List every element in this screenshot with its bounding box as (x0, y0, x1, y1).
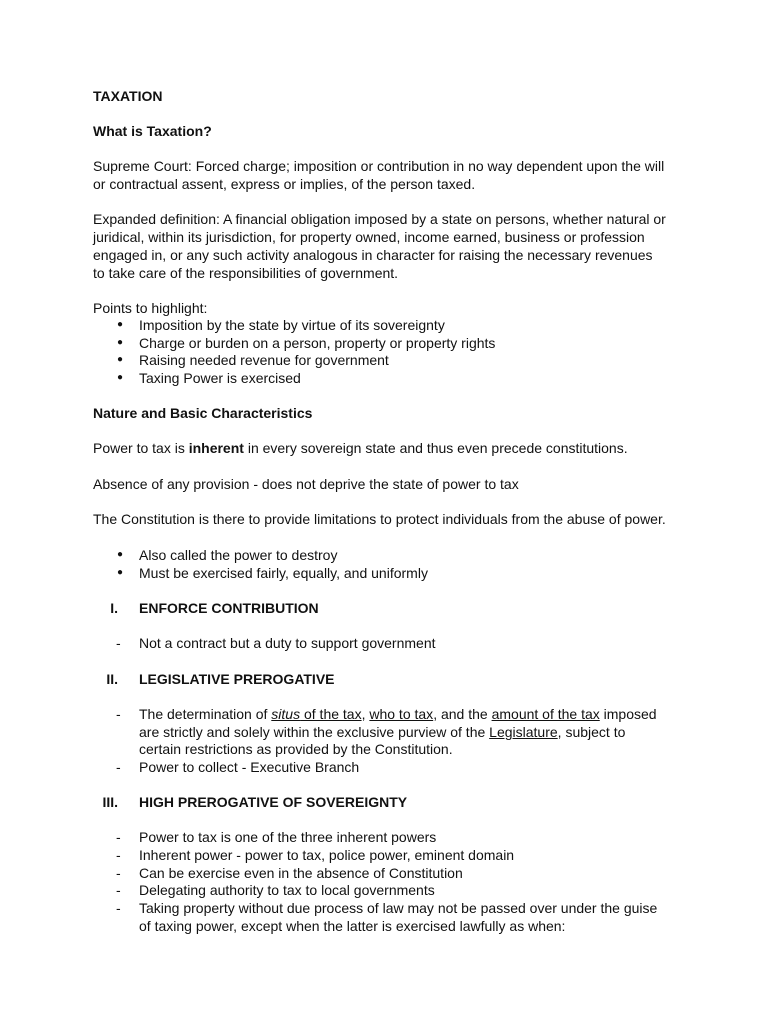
inherent-paragraph (93, 439, 628, 457)
inherent-post: in every sovereign state and thus even precede constitutions. (243, 440, 628, 456)
point-item: Raising needed revenue for government (139, 352, 389, 368)
dash-icon: - (116, 847, 121, 863)
text-run: , subject to (557, 724, 626, 740)
section-heading: LEGISLATIVE PREROGATIVE (139, 671, 335, 687)
expanded-definition-line-3: engaged in, or any such activity analogous in character for raising the necessary revenues (93, 247, 653, 263)
dash-icon: - (116, 900, 121, 916)
point-item: Charge or burden on a person, property or property rights (139, 335, 496, 351)
bullet-icon: ● (116, 567, 124, 578)
section-number: I. (110, 600, 118, 616)
section-heading: ENFORCE CONTRIBUTION (139, 600, 319, 616)
point-item: Imposition by the state by virtue of its sovereignty (139, 317, 445, 333)
text-run: are strictly and solely within the exclusive purview of the (139, 724, 490, 740)
section-item-continuation: of taxing power, except when the latter is exercised lawfully as when: (139, 918, 566, 934)
text-run: , and the (433, 706, 492, 722)
inherent-bold: inherent (188, 440, 244, 456)
bullet-icon: ● (116, 337, 124, 348)
section-item-line-3: certain restrictions as provided by the Constitution. (139, 741, 453, 757)
legislature-underline: Legislature (489, 724, 558, 740)
text-run: imposed (599, 706, 657, 722)
text-run: The determination of (139, 706, 272, 722)
nature-bullet-item: Also called the power to destroy (139, 547, 338, 563)
situs-italic: situs (271, 706, 301, 722)
supreme-court-line-2: or contractual assent, express or implies, of the person taxed. (93, 176, 476, 192)
dash-icon: - (116, 635, 121, 651)
section-item-line-1 (139, 705, 657, 723)
nature-bullet-item: Must be exercised fairly, equally, and uniformly (139, 565, 428, 581)
section-item: Not a contract but a duty to support government (139, 635, 436, 651)
dash-icon: - (116, 706, 121, 722)
text-run: , (361, 706, 370, 722)
section-item: Power to tax is one of the three inherent powers (139, 829, 437, 845)
amount-of-tax-underline: amount of the tax (491, 706, 600, 722)
who-to-tax-underline: who to tax (369, 706, 434, 722)
points-label: Points to highlight: (93, 300, 208, 316)
dash-icon: - (116, 865, 121, 881)
section-item: Taking property without due process of law may not be passed over under the guise (139, 900, 658, 916)
document-title: TAXATION (93, 88, 163, 104)
dash-icon: - (116, 882, 121, 898)
what-is-taxation-heading: What is Taxation? (93, 123, 212, 139)
bullet-icon: ● (116, 319, 124, 330)
nature-heading: Nature and Basic Characteristics (93, 405, 313, 421)
section-item-line-2 (139, 723, 625, 741)
constitution-paragraph: The Constitution is there to provide limitations to protect individuals from the abuse of power. (93, 511, 666, 527)
situs-underline (271, 706, 361, 722)
inherent-pre: Power to tax is (93, 440, 189, 456)
section-item: Delegating authority to tax to local governments (139, 882, 435, 898)
bullet-icon: ● (116, 549, 124, 560)
section-number: III. (102, 794, 118, 810)
text-run: of the tax (300, 706, 362, 722)
expanded-definition-line-1: Expanded definition: A financial obligation imposed by a state on persons, whether natural or (93, 211, 666, 227)
bullet-icon: ● (116, 372, 124, 383)
section-item: Inherent power - power to tax, police power, eminent domain (139, 847, 515, 863)
supreme-court-line-1: Supreme Court: Forced charge; imposition or contribution in no way dependent upon the will (93, 158, 665, 174)
bullet-icon: ● (116, 354, 124, 365)
section-heading: HIGH PREROGATIVE OF SOVEREIGNTY (139, 794, 408, 810)
dash-icon: - (116, 829, 121, 845)
absence-paragraph: Absence of any provision - does not deprive the state of power to tax (93, 476, 519, 492)
point-item: Taxing Power is exercised (139, 370, 301, 386)
section-item: Power to collect - Executive Branch (139, 759, 360, 775)
expanded-definition-line-4: to take care of the responsibilities of government. (93, 265, 399, 281)
dash-icon: - (116, 759, 121, 775)
section-item: Can be exercise even in the absence of Constitution (139, 865, 463, 881)
section-number: II. (106, 671, 118, 687)
expanded-definition-line-2: juridical, within its jurisdiction, for property owned, income earned, business or profession (93, 229, 645, 245)
